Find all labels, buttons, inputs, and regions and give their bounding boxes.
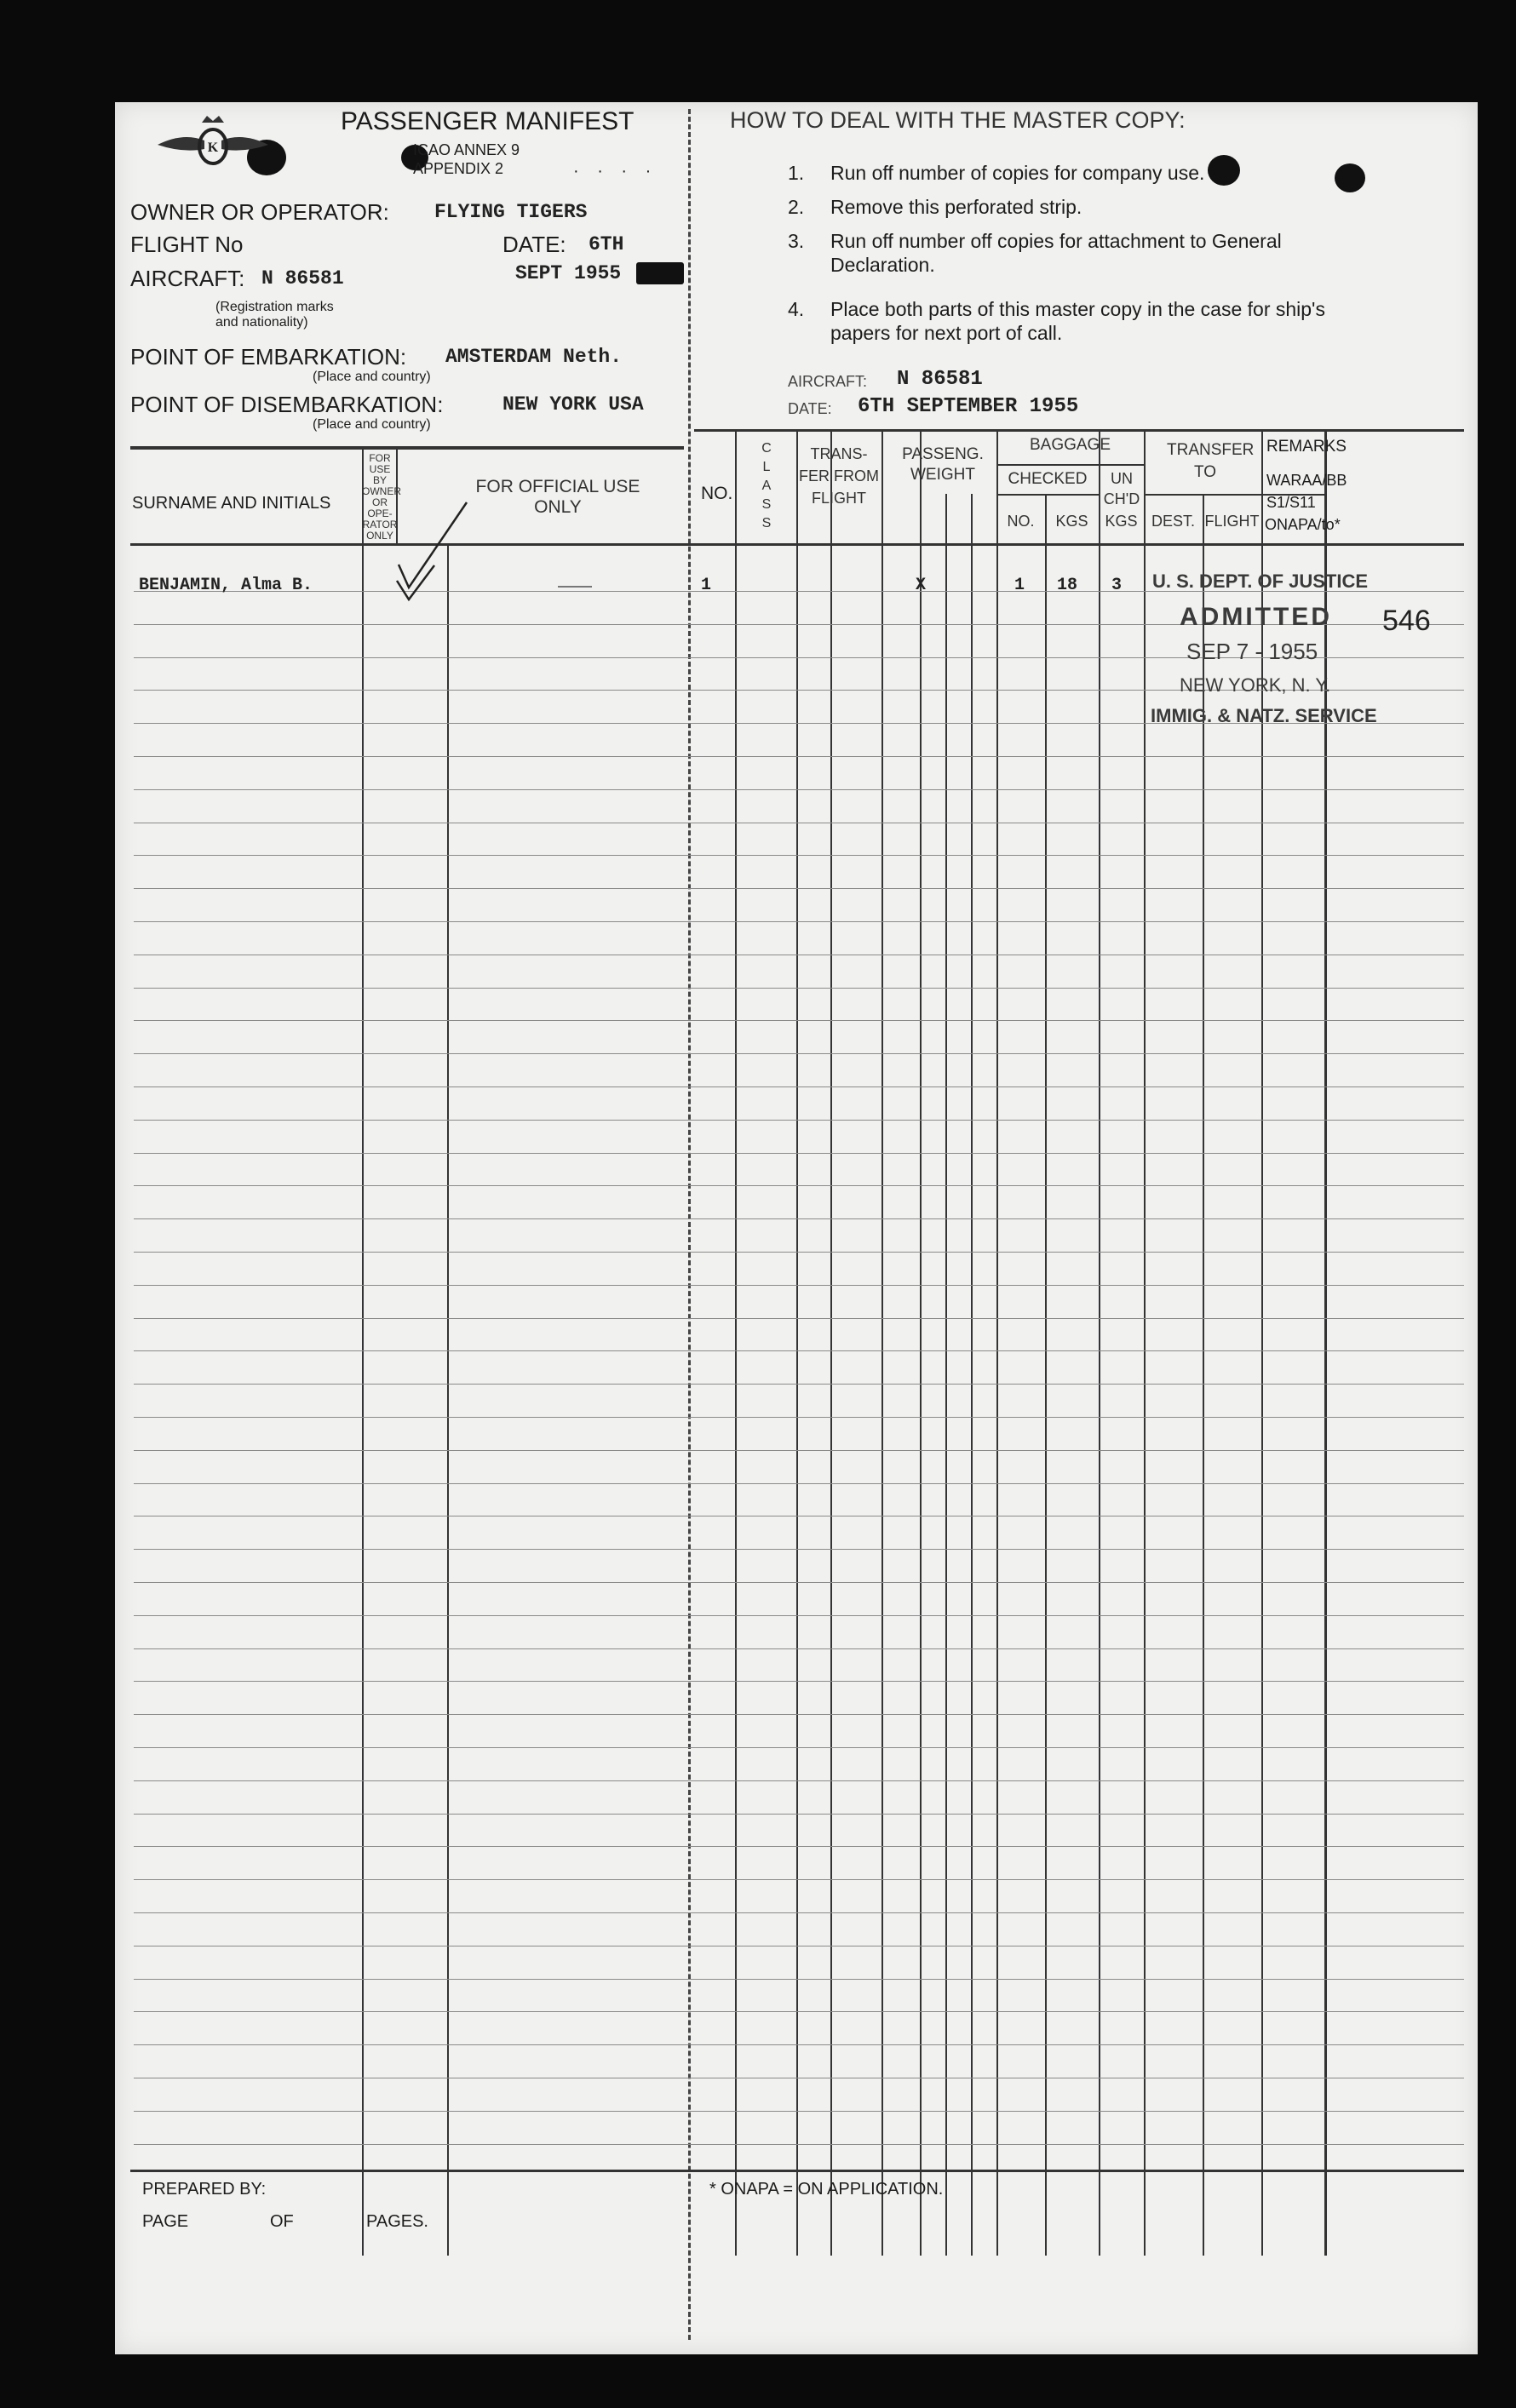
baggage-sub-rule: [996, 464, 1144, 466]
remarks-codes-3: ONAPA/to*: [1265, 516, 1341, 533]
punch-hole-instructions: [1208, 155, 1240, 186]
manifest-sheet: [115, 102, 1478, 2354]
stamp-service: IMMIG. & NATZ. SERVICE: [1151, 705, 1377, 726]
table-bottom-rule: [130, 2170, 1464, 2172]
remarks-codes-1: WARAA/BB: [1266, 472, 1347, 489]
col-remarks: REMARKS: [1266, 438, 1347, 456]
onapa-note: * ONAPA = ON APPLICATION.: [709, 2180, 944, 2199]
col-sep: [1324, 429, 1327, 2256]
instruction-text: Remove this perforated strip.: [830, 196, 1082, 218]
registration-note-2: and nationality): [215, 315, 308, 330]
instruction-text: Run off number off copies for attachment to General: [830, 230, 1282, 252]
instr-date-value: 6TH SEPTEMBER 1955: [858, 395, 1079, 418]
col-class: C L A S S: [761, 441, 772, 530]
footer-page: PAGE: [142, 2212, 189, 2231]
checked-sub-rule: [996, 494, 1099, 496]
col-sep: [1099, 429, 1100, 2256]
perforation-dots: · · · ·: [573, 162, 658, 181]
checked-kgs: 18: [1057, 576, 1078, 595]
col-sep: [1203, 494, 1204, 2256]
col-dest: DEST.: [1151, 513, 1195, 530]
instruction-text: papers for next port of call.: [830, 322, 1063, 344]
row-rule: [134, 1979, 1464, 1980]
instruction-num: 3.: [788, 230, 805, 252]
row-rule: [134, 2144, 1464, 2145]
col-passenger-weight: PASSENG. WEIGHT: [902, 445, 984, 484]
col-sep: [1045, 494, 1047, 2256]
embarkation-note: (Place and country): [313, 370, 431, 384]
row-rule: [134, 1714, 1464, 1715]
col-sep: [830, 429, 832, 2256]
instruction-num: 1.: [788, 162, 805, 184]
stamp-location: NEW YORK, N. Y.: [1180, 674, 1331, 696]
row-rule: [134, 1582, 1464, 1583]
row-rule: [134, 1318, 1464, 1319]
row-rule: [134, 988, 1464, 989]
row-rule: [134, 888, 1464, 889]
stamp-date: SEP 7 - 1955: [1186, 639, 1318, 664]
airline-logo: [149, 111, 277, 179]
registration-note-1: (Registration marks: [215, 300, 334, 314]
disembarkation-label: POINT OF DISEMBARKATION:: [130, 392, 444, 417]
footer-pages: PAGES.: [366, 2212, 428, 2231]
row-rule: [134, 1185, 1464, 1186]
row-rule: [134, 855, 1464, 856]
instructions-title: HOW TO DEAL WITH THE MASTER COPY:: [730, 107, 1186, 133]
row-rule: [134, 1285, 1464, 1286]
flight-label: FLIGHT No: [130, 232, 244, 257]
col-sep: [945, 494, 947, 2256]
embarkation-value: AMSTERDAM Neth.: [445, 346, 623, 368]
icao-annex: ICAO ANNEX 9: [413, 141, 520, 158]
date-label: DATE:: [502, 232, 566, 257]
instruction-num: 2.: [788, 196, 805, 218]
instruction-text: Declaration.: [830, 254, 935, 276]
row-rule: [134, 1912, 1464, 1913]
row-rule: [134, 1120, 1464, 1121]
row-rule: [134, 1417, 1464, 1418]
row-rule: [134, 1879, 1464, 1880]
row-rule: [134, 756, 1464, 757]
col-checked: CHECKED: [1008, 470, 1088, 488]
col-flight: FLIGHT: [1204, 513, 1260, 530]
row-rule: [134, 789, 1464, 790]
aircraft-value: N 86581: [261, 267, 344, 290]
col-sep: [971, 494, 973, 2256]
row-rule: [134, 1350, 1464, 1351]
col-official-use: FOR OFFICIAL USE ONLY: [475, 477, 640, 517]
instr-date-label: DATE:: [788, 400, 832, 417]
punch-hole-right: [1335, 163, 1365, 192]
row-rule: [134, 1549, 1464, 1550]
passenger-no: 1: [701, 576, 712, 595]
passenger-surname: BENJAMIN, Alma B.: [139, 576, 313, 595]
table-top-rule-right: [694, 429, 1464, 432]
col-sep: [881, 429, 883, 2256]
unchecked-kgs: 3: [1111, 576, 1123, 595]
col-sep: [1261, 429, 1263, 2256]
owner-value: FLYING TIGERS: [434, 201, 588, 223]
col-surname: SURNAME AND INITIALS: [132, 494, 331, 513]
stamp-number: 546: [1382, 605, 1431, 637]
instruction-num: 4.: [788, 298, 805, 320]
date-value-month-year: SEPT 1955: [515, 262, 622, 284]
col-checked-no: NO.: [1007, 513, 1035, 530]
table-top-rule: [130, 446, 684, 450]
col-unchecked: UN CH'D: [1103, 470, 1140, 507]
redaction-mark: [636, 262, 684, 284]
aircraft-label: AIRCRAFT:: [130, 266, 245, 291]
row-rule: [134, 2011, 1464, 2012]
col-sep: [735, 429, 737, 2256]
stamp-admitted: ADMITTED: [1180, 603, 1332, 631]
checked-no: 1: [1014, 576, 1025, 595]
remarks-codes-2: S1/S11: [1266, 494, 1316, 511]
embarkation-label: POINT OF EMBARKATION:: [130, 344, 407, 370]
col-transfer-to: TRANSFER TO: [1167, 441, 1255, 481]
instruction-text: Place both parts of this master copy in the case for ship's: [830, 298, 1325, 320]
row-rule: [134, 921, 1464, 922]
appendix: APPENDIX 2: [413, 160, 504, 177]
row-rule: [134, 1648, 1464, 1649]
disembarkation-value: NEW YORK USA: [502, 393, 644, 416]
col-owner-use: FOR USE BY OWNER OR OPE-RATOR ONLY: [362, 452, 401, 542]
row-dash-mark: [558, 586, 592, 588]
row-rule: [134, 1483, 1464, 1484]
disembarkation-note: (Place and country): [313, 417, 431, 432]
instr-aircraft-label: AIRCRAFT:: [788, 373, 868, 390]
row-rule: [134, 1450, 1464, 1451]
row-rule: [134, 1780, 1464, 1781]
instruction-text: Run off number of copies for company use.: [830, 162, 1205, 184]
col-unchecked-kgs: KGS: [1105, 513, 1138, 530]
row-rule: [134, 1846, 1464, 1847]
row-rule: [134, 1252, 1464, 1253]
col-sep: [920, 429, 922, 2256]
col-checked-kgs: KGS: [1055, 513, 1088, 530]
row-rule: [134, 1384, 1464, 1385]
col-sep: [447, 545, 449, 2256]
prepared-by: PREPARED BY:: [142, 2180, 267, 2199]
instr-aircraft-value: N 86581: [897, 368, 983, 391]
date-value-day: 6TH: [589, 233, 624, 255]
perforated-strip-line: [688, 109, 691, 2340]
col-sep: [1144, 429, 1146, 2256]
svg-text:K: K: [207, 140, 219, 155]
col-baggage: BAGGAGE: [1029, 436, 1111, 454]
stamp-line1: U. S. DEPT. OF JUSTICE: [1152, 570, 1369, 592]
row-rule: [134, 1153, 1464, 1154]
row-rule: [134, 1086, 1464, 1087]
col-transfer-from: TRANS-FER FROM FLIGHT: [799, 445, 879, 507]
col-sep: [996, 429, 998, 2256]
passenger-weight: X: [916, 576, 927, 595]
row-rule: [134, 2044, 1464, 2045]
owner-label: OWNER OR OPERATOR:: [130, 199, 389, 225]
row-rule: [134, 1681, 1464, 1682]
row-rule: [134, 1615, 1464, 1616]
footer-of: OF: [270, 2212, 294, 2231]
row-rule: [134, 1218, 1464, 1219]
row-rule: [134, 1747, 1464, 1748]
col-no: NO.: [701, 484, 733, 503]
row-rule: [134, 1814, 1464, 1815]
row-rule: [134, 2111, 1464, 2112]
manifest-title: PASSENGER MANIFEST: [341, 107, 635, 135]
col-sep: [796, 429, 798, 2256]
row-checkmark-icon: [392, 562, 443, 609]
row-rule: [134, 1053, 1464, 1054]
row-rule: [134, 1020, 1464, 1021]
